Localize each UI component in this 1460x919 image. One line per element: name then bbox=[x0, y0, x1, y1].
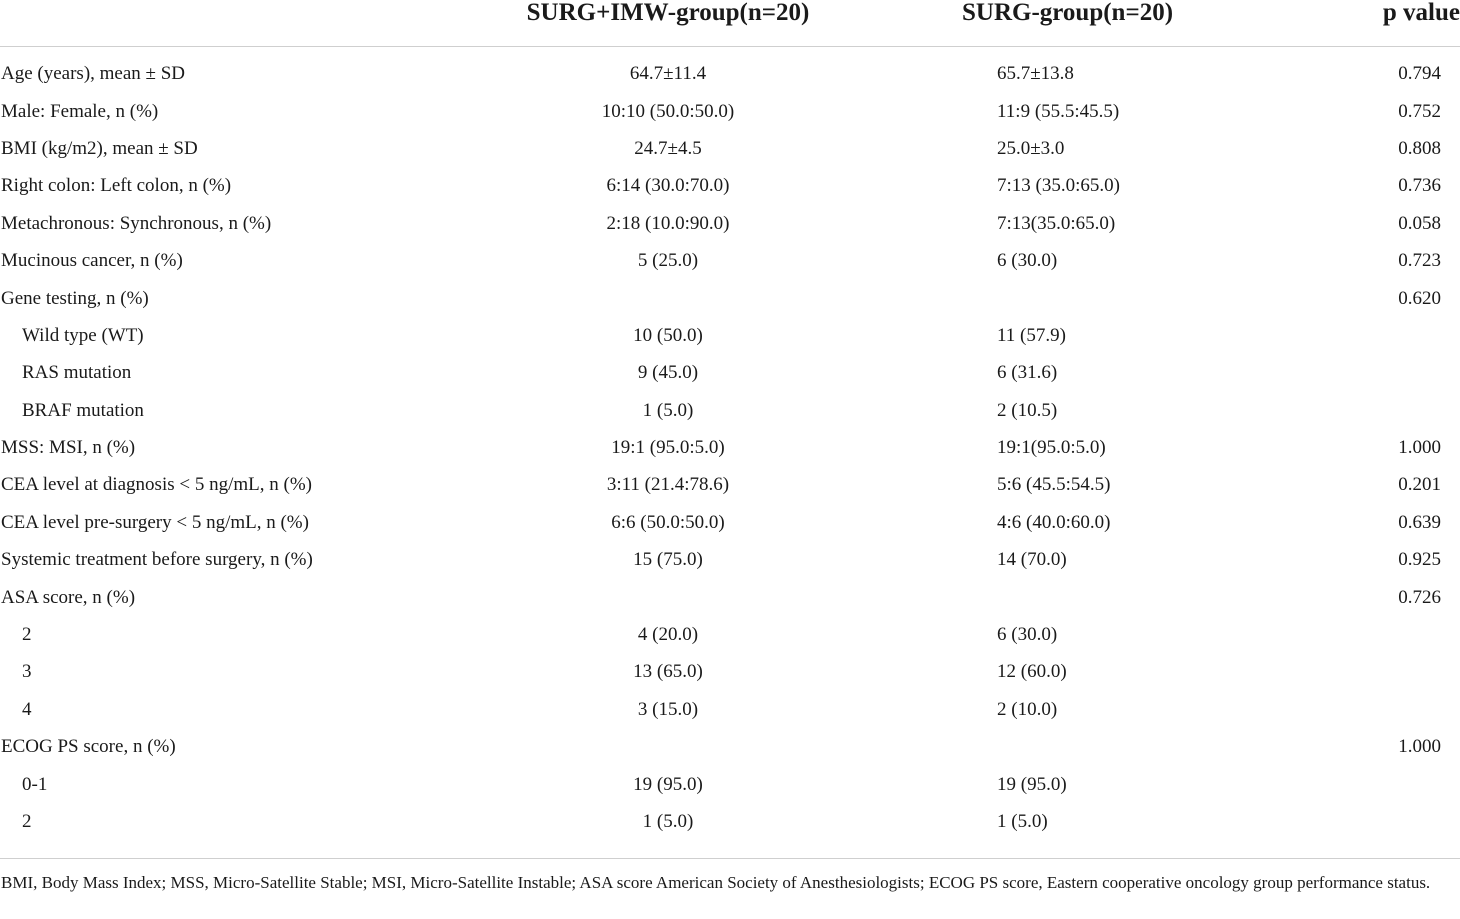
surg-value: 2 (10.0) bbox=[997, 698, 1058, 720]
surg-value: 12 (60.0) bbox=[997, 661, 1067, 683]
row-label: BRAF mutation bbox=[22, 399, 144, 421]
surg-imw-value: 13 (65.0) bbox=[633, 661, 703, 683]
p-value: 0.639 bbox=[1398, 511, 1441, 533]
row-label: Wild type (WT) bbox=[22, 324, 144, 346]
surg-value: 6 (31.6) bbox=[997, 362, 1058, 384]
table-row bbox=[0, 691, 1460, 728]
row-label: 0-1 bbox=[22, 773, 48, 795]
row-label: RAS mutation bbox=[22, 362, 132, 384]
row-label: ASA score, n (%) bbox=[1, 586, 136, 608]
surg-imw-value: 10 (50.0) bbox=[633, 324, 703, 346]
surg-value: 7:13(35.0:65.0) bbox=[997, 212, 1116, 234]
row-label: Right colon: Left colon, n (%) bbox=[1, 175, 232, 197]
surg-imw-value: 5 (25.0) bbox=[637, 250, 699, 272]
surg-value: 2 (10.5) bbox=[997, 399, 1058, 421]
surg-value: 25.0±3.0 bbox=[997, 137, 1065, 159]
p-value bbox=[1360, 317, 1460, 354]
table-row bbox=[0, 167, 1460, 204]
p-value: 0.808 bbox=[1398, 137, 1441, 159]
surg-imw-value: 64.7±11.4 bbox=[629, 63, 707, 85]
table-row bbox=[0, 803, 1460, 840]
surg-imw-value: 19:1 (95.0:5.0) bbox=[611, 437, 725, 459]
surg-imw-value bbox=[500, 279, 836, 316]
table-footnote: BMI, Body Mass Index; MSS, Micro-Satellite Stable; MSI, Micro-Satellite Instable; ASA score American Society of Anesthesiologists; ECOG PS score, Eastern cooperative oncology group performance status. bbox=[0, 858, 1460, 895]
surg-imw-value: 3:11 (21.4:78.6) bbox=[606, 474, 730, 496]
surg-imw-value: 9 (45.0) bbox=[637, 362, 699, 384]
table-row bbox=[0, 317, 1460, 354]
p-value: 0.794 bbox=[1398, 63, 1441, 85]
p-value: 0.201 bbox=[1398, 474, 1441, 496]
row-label: MSS: MSI, n (%) bbox=[1, 437, 136, 459]
table-row bbox=[0, 541, 1460, 578]
table-row bbox=[0, 504, 1460, 541]
table-row bbox=[0, 205, 1460, 242]
surg-value: 5:6 (45.5:54.5) bbox=[997, 474, 1111, 496]
surg-imw-value bbox=[500, 578, 836, 615]
surg-value: 6 (30.0) bbox=[997, 624, 1058, 646]
row-label: Age (years), mean ± SD bbox=[1, 63, 186, 85]
surg-value: 11 (57.9) bbox=[997, 324, 1066, 346]
surg-value bbox=[836, 728, 1360, 765]
p-value: 1.000 bbox=[1398, 736, 1441, 758]
table-row bbox=[0, 242, 1460, 279]
surg-value: 65.7±13.8 bbox=[997, 63, 1074, 85]
surg-imw-value: 24.7±4.5 bbox=[634, 137, 702, 159]
p-value: 0.620 bbox=[1398, 287, 1441, 309]
row-label: CEA level pre-surgery < 5 ng/mL, n (%) bbox=[1, 511, 309, 533]
row-label: Metachronous: Synchronous, n (%) bbox=[1, 212, 272, 234]
p-value bbox=[1360, 653, 1460, 690]
surg-imw-value: 3 (15.0) bbox=[637, 698, 699, 720]
p-value: 0.726 bbox=[1398, 586, 1441, 608]
row-label: 2 bbox=[22, 811, 32, 832]
table-row bbox=[0, 429, 1460, 466]
surg-value: 19 (95.0) bbox=[997, 773, 1067, 795]
surg-imw-value: 2:18 (10.0:90.0) bbox=[606, 212, 730, 234]
surg-imw-value: 6:6 (50.0:50.0) bbox=[611, 511, 725, 533]
table-row bbox=[0, 765, 1460, 802]
table-header bbox=[0, 0, 1460, 47]
p-value: 0.736 bbox=[1398, 175, 1441, 197]
p-value: 0.752 bbox=[1398, 100, 1441, 122]
p-value bbox=[1360, 616, 1460, 653]
row-label: 3 bbox=[22, 661, 32, 683]
surg-imw-value: 15 (75.0) bbox=[633, 549, 703, 571]
p-value bbox=[1360, 691, 1460, 728]
surg-value: 11:9 (55.5:45.5) bbox=[997, 100, 1120, 122]
p-value: 0.058 bbox=[1398, 212, 1441, 234]
table-body bbox=[0, 47, 1460, 841]
row-label: Systemic treatment before surgery, n (%) bbox=[1, 549, 313, 571]
p-value: 1.000 bbox=[1398, 437, 1441, 459]
table-row bbox=[0, 728, 1460, 765]
surg-value: 1 (5.0) bbox=[997, 811, 1048, 832]
table-row bbox=[0, 47, 1460, 93]
p-value: 0.723 bbox=[1398, 250, 1441, 272]
table-row bbox=[0, 354, 1460, 391]
table-row bbox=[0, 92, 1460, 129]
row-label: ECOG PS score, n (%) bbox=[1, 736, 176, 758]
row-label: 2 bbox=[22, 624, 32, 646]
surg-imw-value: 6:14 (30.0:70.0) bbox=[606, 175, 730, 197]
row-label: Gene testing, n (%) bbox=[1, 287, 149, 309]
table-row bbox=[0, 578, 1460, 615]
header-surg-imw-group: SURG+IMW-group(n=20) bbox=[500, 0, 836, 47]
table-row bbox=[0, 279, 1460, 316]
header-row bbox=[0, 0, 1460, 47]
surg-value bbox=[836, 279, 1360, 316]
surg-imw-value: 1 (5.0) bbox=[642, 811, 694, 832]
row-label: Mucinous cancer, n (%) bbox=[1, 250, 183, 272]
header-surg-group: SURG-group(n=20) bbox=[836, 0, 1360, 47]
surg-value: 14 (70.0) bbox=[997, 549, 1067, 571]
header-characteristic bbox=[0, 0, 500, 47]
row-label: 4 bbox=[22, 698, 32, 720]
surg-value: 4:6 (40.0:60.0) bbox=[997, 511, 1111, 533]
row-label: BMI (kg/m2), mean ± SD bbox=[1, 137, 198, 159]
row-label: CEA level at diagnosis < 5 ng/mL, n (%) bbox=[1, 474, 312, 496]
p-value: 0.925 bbox=[1398, 549, 1441, 571]
surg-value: 19:1(95.0:5.0) bbox=[997, 437, 1106, 459]
surg-imw-value: 4 (20.0) bbox=[637, 624, 699, 646]
surg-imw-value bbox=[500, 728, 836, 765]
surg-imw-value: 10:10 (50.0:50.0) bbox=[601, 100, 735, 122]
surg-imw-value: 1 (5.0) bbox=[642, 399, 694, 421]
surg-imw-value: 19 (95.0) bbox=[633, 773, 703, 795]
row-label: Male: Female, n (%) bbox=[1, 100, 159, 122]
table-row bbox=[0, 466, 1460, 503]
table-row bbox=[0, 653, 1460, 690]
header-p-value: p value bbox=[1360, 0, 1460, 47]
table-row bbox=[0, 392, 1460, 429]
surg-value: 7:13 (35.0:65.0) bbox=[997, 175, 1120, 197]
table-row bbox=[0, 130, 1460, 167]
p-value bbox=[1360, 803, 1460, 840]
p-value bbox=[1360, 354, 1460, 391]
table-row bbox=[0, 616, 1460, 653]
surg-value: 6 (30.0) bbox=[997, 250, 1058, 272]
p-value bbox=[1360, 392, 1460, 429]
surg-value bbox=[836, 578, 1360, 615]
p-value bbox=[1360, 765, 1460, 802]
